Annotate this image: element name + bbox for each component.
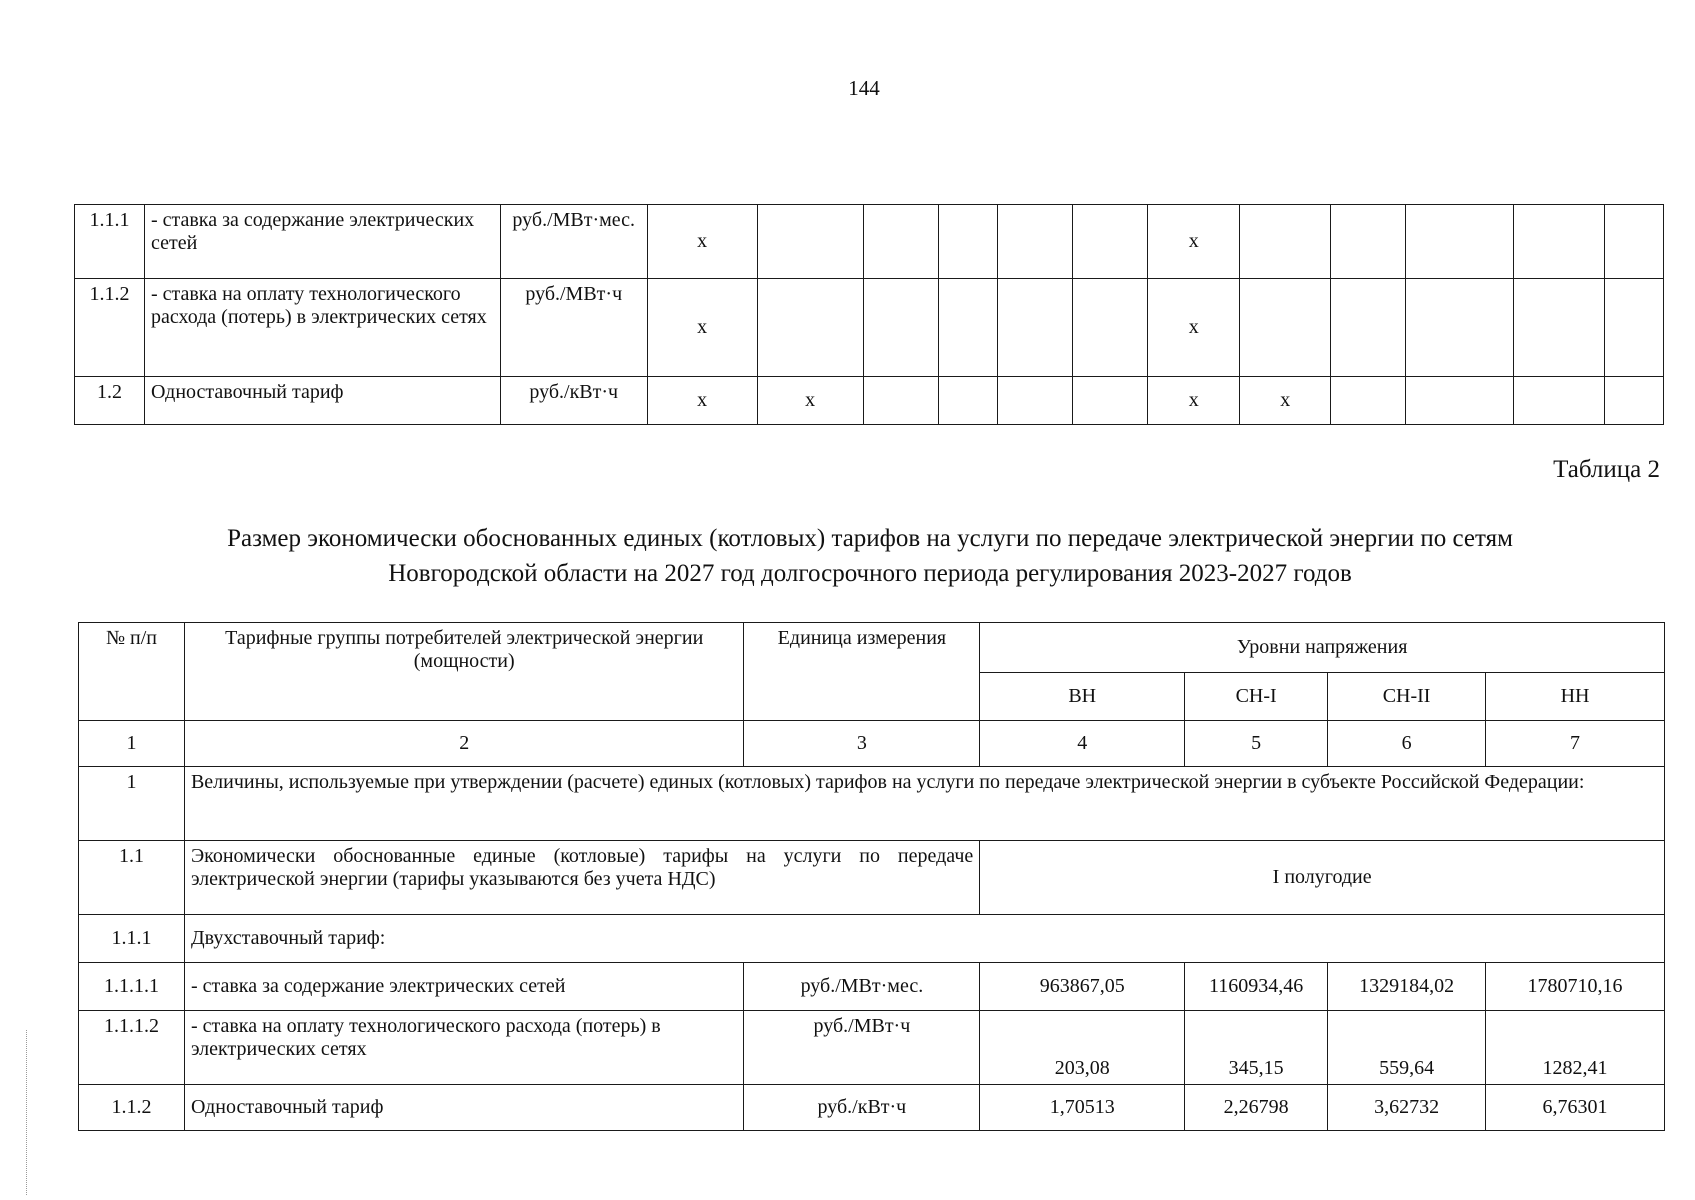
cell-mark bbox=[1604, 205, 1663, 279]
row-text: - ставка за содержание электрических сетей bbox=[184, 963, 744, 1011]
value-vn: 1,70513 bbox=[980, 1085, 1185, 1131]
cell-mark bbox=[863, 377, 939, 425]
cell-mark bbox=[1073, 205, 1148, 279]
cell-mark: х bbox=[647, 377, 757, 425]
cell-mark bbox=[1514, 279, 1605, 377]
col-number: 2 bbox=[184, 721, 744, 767]
continued-table-body bbox=[75, 205, 1664, 425]
table-row bbox=[79, 963, 1665, 1011]
table-title bbox=[80, 521, 1660, 591]
row-unit: руб./МВт·ч bbox=[744, 1011, 980, 1085]
col-number: 7 bbox=[1486, 721, 1665, 767]
table-row bbox=[79, 1085, 1665, 1131]
col-number: 1 bbox=[79, 721, 185, 767]
cell-mark bbox=[939, 205, 998, 279]
scan-margin-line bbox=[26, 1030, 28, 1195]
cell-mark bbox=[1604, 279, 1663, 377]
col-number: 4 bbox=[980, 721, 1185, 767]
table-row bbox=[79, 767, 1665, 841]
header-groups: Тарифные группы потребителей электрической энергии (мощности) bbox=[184, 623, 744, 721]
header-nn: НН bbox=[1486, 673, 1665, 721]
cell-mark: х bbox=[647, 279, 757, 377]
value-sn2: 3,62732 bbox=[1328, 1085, 1486, 1131]
value-sn1: 2,26798 bbox=[1185, 1085, 1328, 1131]
row-text: - ставка на оплату технологического расхода (потерь) в электрических сетях bbox=[144, 279, 500, 377]
header-sn2: СН-II bbox=[1328, 673, 1486, 721]
cell-mark: х bbox=[757, 377, 863, 425]
tariff-table bbox=[78, 622, 1665, 1131]
value-nn: 6,76301 bbox=[1486, 1085, 1665, 1131]
row-text: - ставка на оплату технологического расхода (потерь) в электрических сетях bbox=[184, 1011, 744, 1085]
row-unit: руб./МВт·ч bbox=[500, 279, 647, 377]
row-num: 1.1 bbox=[79, 841, 185, 915]
table-row bbox=[79, 915, 1665, 963]
cell-mark bbox=[1514, 377, 1605, 425]
header-voltage-levels: Уровни напряжения bbox=[980, 623, 1665, 673]
row-num: 1.1.2 bbox=[75, 279, 145, 377]
cell-mark bbox=[939, 377, 998, 425]
cell-mark: х bbox=[1148, 377, 1240, 425]
cell-mark bbox=[757, 279, 863, 377]
cell-mark bbox=[1240, 205, 1331, 279]
table-label: Таблица 2 bbox=[1553, 456, 1660, 483]
period-label: I полугодие bbox=[980, 841, 1665, 915]
cell-mark bbox=[1073, 279, 1148, 377]
header-row bbox=[79, 623, 1665, 673]
value-sn1: 1160934,46 bbox=[1185, 963, 1328, 1011]
cell-mark bbox=[863, 205, 939, 279]
cell-mark bbox=[1514, 205, 1605, 279]
row-unit: руб./кВт·ч bbox=[744, 1085, 980, 1131]
cell-mark bbox=[1073, 377, 1148, 425]
cell-mark bbox=[939, 279, 998, 377]
col-number: 5 bbox=[1185, 721, 1328, 767]
row-num: 1.1.1.1 bbox=[79, 963, 185, 1011]
col-number: 3 bbox=[744, 721, 980, 767]
table-title-line-1: Размер экономически обоснованных единых (котловых) тарифов на услуги по передаче электрической энергии по сетям bbox=[227, 525, 1513, 552]
value-sn1: 345,15 bbox=[1185, 1011, 1328, 1085]
continued-tariff-table bbox=[74, 204, 1664, 425]
row-unit: руб./кВт·ч bbox=[500, 377, 647, 425]
col-number: 6 bbox=[1328, 721, 1486, 767]
cell-mark bbox=[1331, 279, 1406, 377]
cell-mark bbox=[998, 205, 1073, 279]
cell-mark bbox=[998, 377, 1073, 425]
row-text: Одноставочный тариф bbox=[144, 377, 500, 425]
value-nn: 1780710,16 bbox=[1486, 963, 1665, 1011]
table-row bbox=[79, 841, 1665, 915]
cell-mark bbox=[1331, 205, 1406, 279]
row-num: 1.1.1 bbox=[75, 205, 145, 279]
row-num: 1.1.1 bbox=[79, 915, 185, 963]
row-num: 1 bbox=[79, 767, 185, 841]
cell-mark bbox=[757, 205, 863, 279]
row-text: Двухставочный тариф: bbox=[184, 915, 1664, 963]
cell-mark: х bbox=[1240, 377, 1331, 425]
cell-mark bbox=[1240, 279, 1331, 377]
row-text: - ставка за содержание электрических сетей bbox=[144, 205, 500, 279]
row-num: 1.1.2 bbox=[79, 1085, 185, 1131]
value-sn2: 1329184,02 bbox=[1328, 963, 1486, 1011]
cell-mark bbox=[863, 279, 939, 377]
value-vn: 963867,05 bbox=[980, 963, 1185, 1011]
row-num: 1.1.1.2 bbox=[79, 1011, 185, 1085]
cell-mark: х bbox=[1148, 279, 1240, 377]
row-text: Величины, используемые при утверждении (расчете) единых (котловых) тарифов на услуги по передаче электрической энергии в субъекте Российской Федерации: bbox=[184, 767, 1664, 841]
cell-mark: х bbox=[1148, 205, 1240, 279]
cell-mark bbox=[1331, 377, 1406, 425]
table-row bbox=[79, 1011, 1665, 1085]
row-unit: руб./МВт·мес. bbox=[500, 205, 647, 279]
page-number: 144 bbox=[848, 76, 880, 100]
row-num: 1.2 bbox=[75, 377, 145, 425]
table-row bbox=[75, 377, 1664, 425]
header-unit: Единица измерения bbox=[744, 623, 980, 721]
value-vn: 203,08 bbox=[980, 1011, 1185, 1085]
row-text: Экономически обоснованные единые (котловые) тарифы на услуги по передаче электрической энергии (тарифы указываются без учета НДС) bbox=[184, 841, 979, 915]
row-text: Одноставочный тариф bbox=[184, 1085, 744, 1131]
cell-mark bbox=[1406, 279, 1514, 377]
header-num: № п/п bbox=[79, 623, 185, 721]
cell-mark bbox=[1406, 377, 1514, 425]
table-row bbox=[75, 279, 1664, 377]
table-title-line-2: Новгородской области на 2027 год долгосрочного периода регулирования 2023-2027 годов bbox=[388, 560, 1352, 587]
column-numbers-row bbox=[79, 721, 1665, 767]
cell-mark: х bbox=[647, 205, 757, 279]
table-row bbox=[75, 205, 1664, 279]
header-sn1: СН-I bbox=[1185, 673, 1328, 721]
cell-mark bbox=[1604, 377, 1663, 425]
row-unit: руб./МВт·мес. bbox=[744, 963, 980, 1011]
header-vn: ВН bbox=[980, 673, 1185, 721]
value-nn: 1282,41 bbox=[1486, 1011, 1665, 1085]
cell-mark bbox=[998, 279, 1073, 377]
cell-mark bbox=[1406, 205, 1514, 279]
value-sn2: 559,64 bbox=[1328, 1011, 1486, 1085]
